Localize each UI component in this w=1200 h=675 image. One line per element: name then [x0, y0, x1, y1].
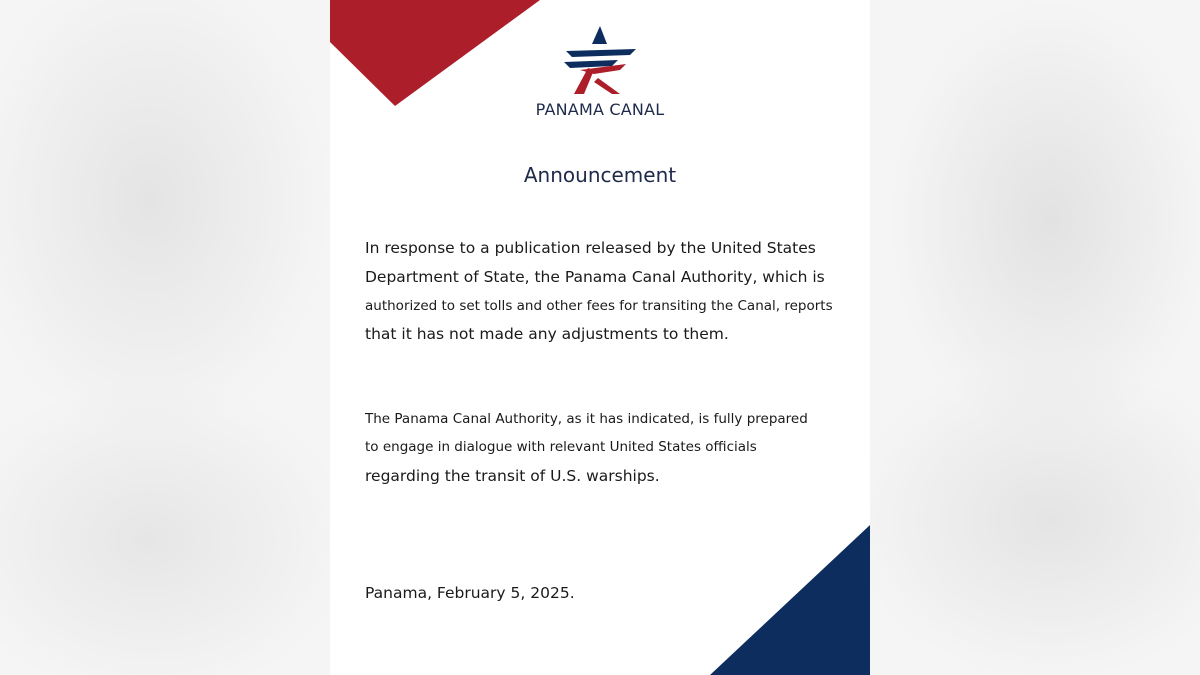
paragraph-2-line: The Panama Canal Authority, as it has indicated, is fully prepared — [365, 411, 808, 427]
paragraph-2-line: to engage in dialogue with relevant United States officials — [365, 439, 757, 455]
paragraph-1-line: In response to a publication released by the United States — [365, 239, 816, 257]
paragraph-1-line: that it has not made any adjustments to them. — [365, 325, 729, 343]
paragraph-2 — [365, 405, 835, 491]
paragraph-1-line: Department of State, the Panama Canal Authority, which is — [365, 268, 825, 286]
brand-name: PANAMA CANAL — [535, 100, 665, 119]
paragraph-2-line: regarding the transit of U.S. warships. — [365, 467, 660, 485]
page-title: Announcement — [523, 163, 677, 187]
paragraph-1-line: authorized to set tolls and other fees for transiting the Canal, reports — [365, 298, 833, 314]
paragraph-1 — [365, 234, 835, 349]
announcement-document — [330, 0, 870, 675]
dateline: Panama, February 5, 2025. — [365, 584, 575, 602]
red-corner-decoration — [330, 0, 540, 106]
star-logo-icon — [562, 24, 638, 96]
blue-corner-decoration — [710, 525, 870, 675]
